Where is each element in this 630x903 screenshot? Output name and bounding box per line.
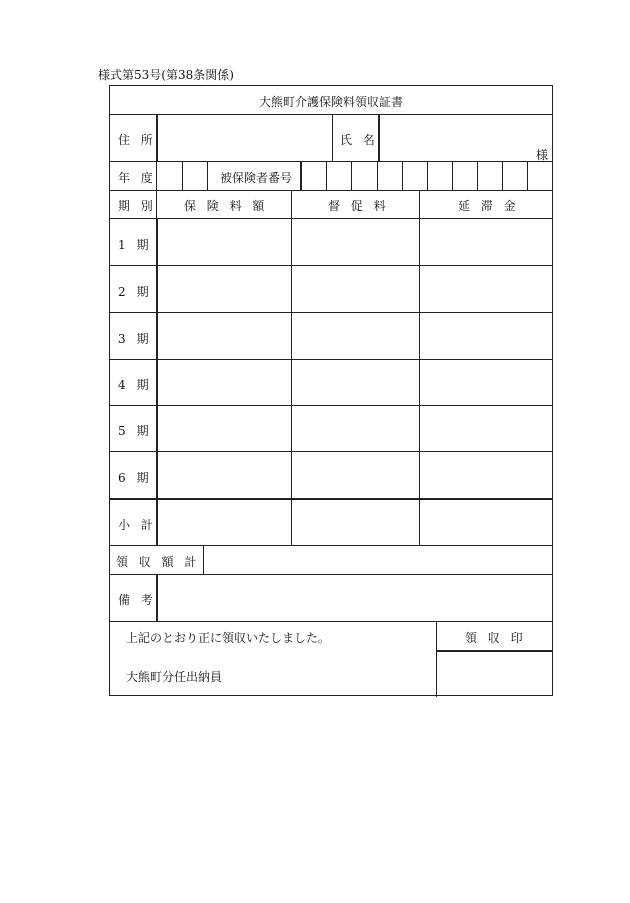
period-row-2: 2 期 (118, 285, 149, 299)
period-row-1: 1 期 (118, 238, 149, 252)
receipt-title: 大熊町介護保険料領収証書 (258, 95, 403, 109)
collector-title: 大熊町分任出納員 (126, 670, 223, 684)
receipt-statement: 上記のとおり正に領収いたしました。 (126, 631, 331, 645)
name-label: 氏名 (340, 133, 386, 147)
period-row-3: 3 期 (118, 332, 149, 346)
honorific-sama: 様 (536, 148, 549, 162)
receipt-seal-label: 領収印 (465, 631, 534, 645)
receipt-form (109, 85, 553, 696)
insured-number-label: 被保険者番号 (220, 171, 293, 185)
premium-header: 保険料額 (184, 199, 276, 213)
period-row-4: 4 期 (118, 378, 149, 392)
remarks-label: 備考 (118, 593, 164, 607)
late-fee-header: 延滞金 (458, 199, 527, 213)
fiscal-year-label: 年度 (118, 171, 164, 185)
demand-fee-header: 督促料 (328, 199, 397, 213)
subtotal-label: 小計 (118, 518, 164, 532)
period-row-6: 6 期 (118, 471, 149, 485)
period-header: 期別 (118, 199, 164, 213)
period-row-5: 5 期 (118, 424, 149, 438)
address-label: 住所 (118, 133, 164, 147)
form-number-label: 様式第53号(第38条関係) (98, 68, 234, 82)
total-received-label: 領収額計 (116, 555, 208, 569)
